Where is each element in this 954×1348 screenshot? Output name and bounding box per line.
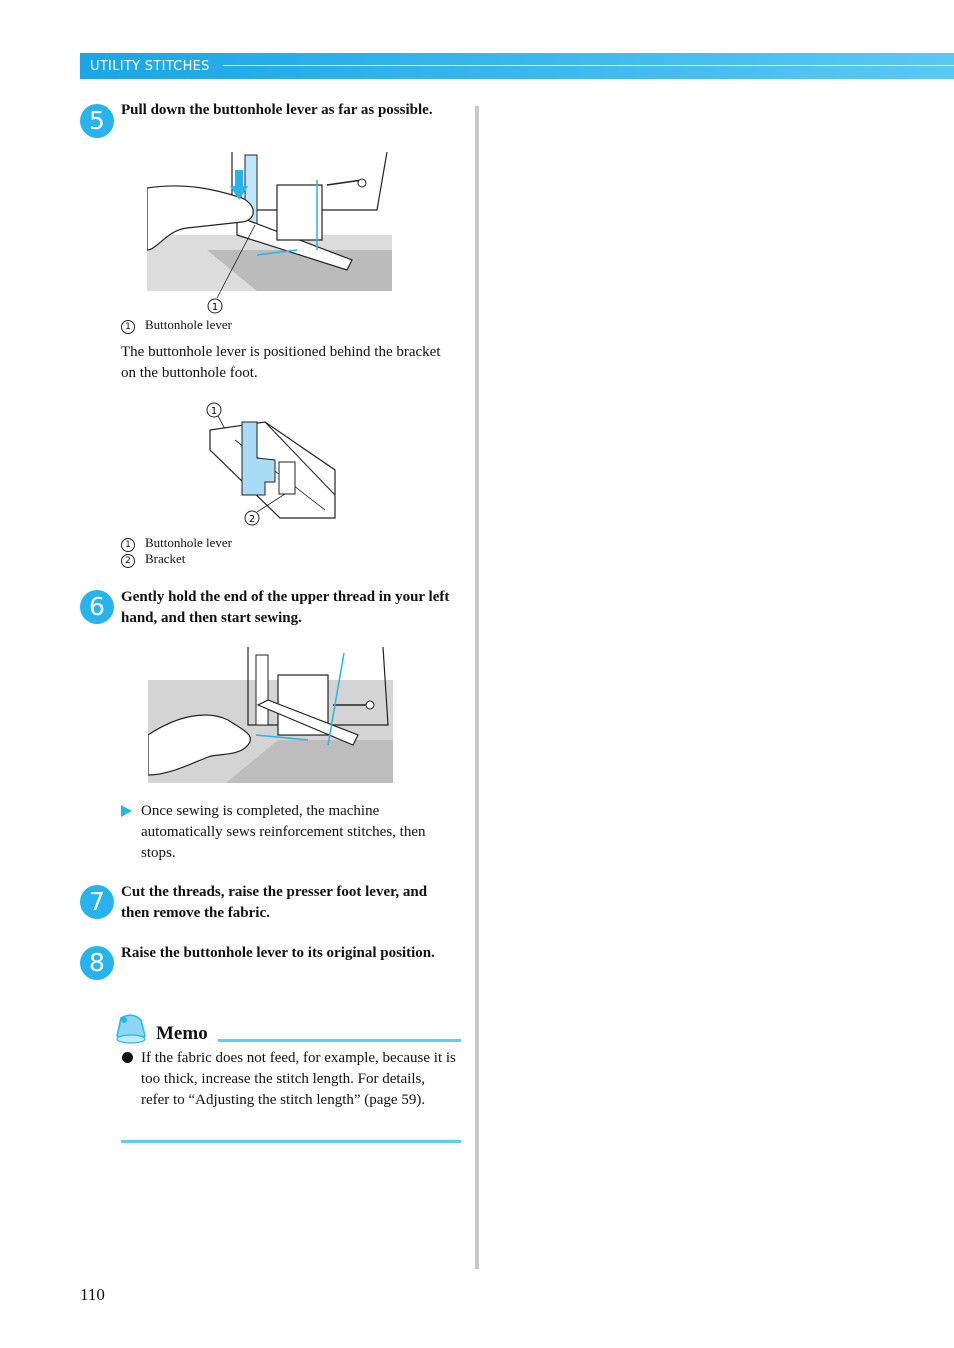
caption-number: 1 bbox=[121, 538, 135, 552]
figure2-caption-2 bbox=[121, 551, 185, 568]
step-5-number: 5 bbox=[80, 104, 114, 138]
section-header-bar bbox=[80, 53, 954, 79]
memo-text: If the fabric does not feed, for example, because it is too thick, increase the stitch length. For details, refer to “Adjusting the stitch length” (page 59). bbox=[141, 1050, 456, 1108]
memo-rule-bottom bbox=[121, 1140, 461, 1143]
step-8-text: Raise the buttonhole lever to its original position. bbox=[121, 945, 435, 961]
result-text: Once sewing is completed, the machine automatically sews reinforcement stitches, then stops. bbox=[141, 803, 426, 861]
memo-title: Memo bbox=[156, 1023, 208, 1044]
step-7-number: 7 bbox=[80, 885, 114, 919]
step-6-text: Gently hold the end of the upper thread in your left hand, and then start sewing. bbox=[121, 589, 450, 626]
step-6-number: 6 bbox=[80, 590, 114, 624]
figure1-caption-1 bbox=[121, 317, 232, 334]
step-5-text: Pull down the buttonhole lever as far as possible. bbox=[121, 102, 433, 118]
figure2-callout-1: 1 bbox=[210, 406, 218, 417]
caption-label: Bracket bbox=[145, 551, 186, 566]
lever-bracket-illustration bbox=[205, 400, 340, 530]
result-arrow-icon bbox=[121, 805, 132, 817]
pull-lever-illustration bbox=[147, 150, 392, 315]
caption-label: Buttonhole lever bbox=[145, 535, 233, 550]
memo-bell-icon bbox=[113, 1012, 149, 1046]
header-rule bbox=[223, 65, 954, 66]
step-8-number: 8 bbox=[80, 946, 114, 980]
page-number: 110 bbox=[80, 1285, 105, 1304]
step-7-text: Cut the threads, raise the presser foot lever, and then remove the fabric. bbox=[121, 884, 428, 921]
figure2-caption-1 bbox=[121, 535, 232, 552]
caption-number: 2 bbox=[121, 554, 135, 568]
memo-bullet-icon bbox=[122, 1052, 133, 1063]
figure2-callout-2: 2 bbox=[248, 514, 256, 525]
memo-rule-top bbox=[218, 1039, 461, 1042]
lever-position-paragraph: The buttonhole lever is positioned behind the bracket on the buttonhole foot. bbox=[121, 344, 441, 381]
caption-number: 1 bbox=[121, 320, 135, 334]
column-divider bbox=[475, 106, 479, 1269]
caption-label: Buttonhole lever bbox=[145, 317, 233, 332]
start-sewing-illustration bbox=[148, 645, 393, 785]
figure1-callout: 1 bbox=[211, 302, 219, 313]
section-title: UTILITY STITCHES bbox=[90, 59, 210, 74]
